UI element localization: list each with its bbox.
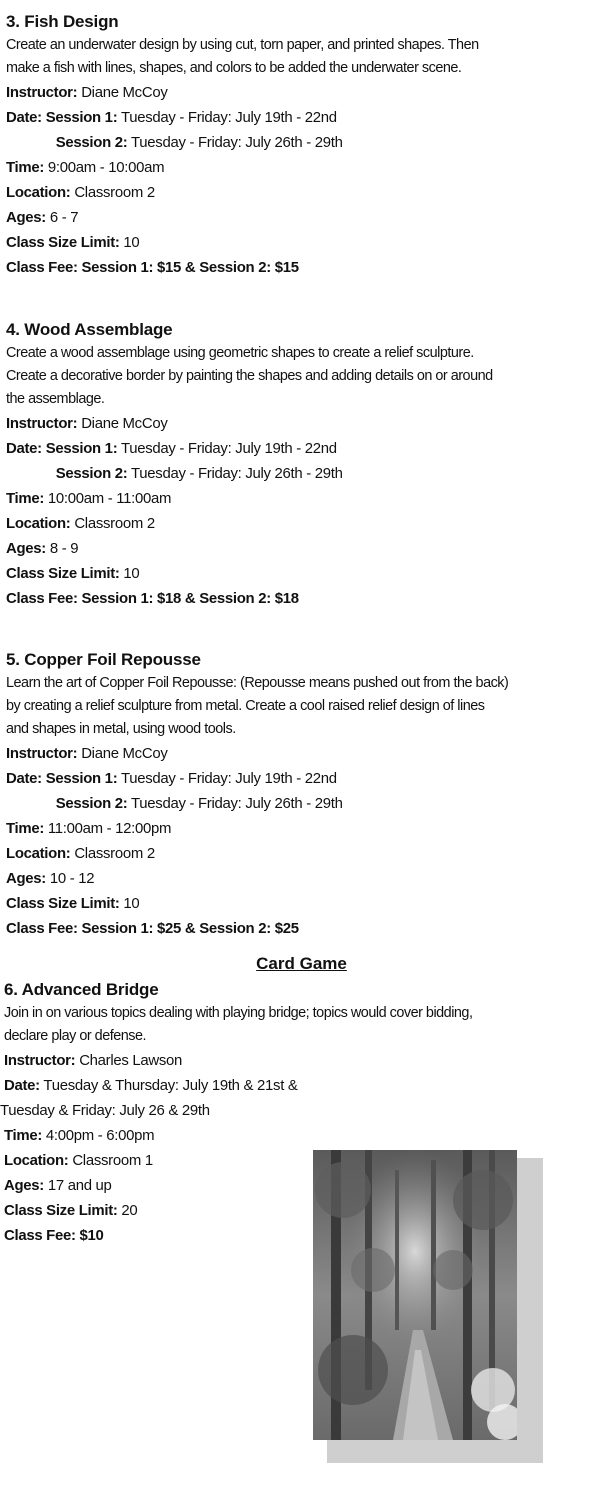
class-description-line: by creating a relief sculpture from metal. Create a cool raised relief design of lines bbox=[6, 698, 485, 714]
class-description-line: Join in on various topics dealing with playing bridge; topics would cover bidding, bbox=[4, 1005, 473, 1021]
session-2-row: Session 2: Tuesday - Friday: July 26th - 29th bbox=[55, 795, 343, 812]
session-2-row: Session 2: Tuesday - Friday: July 26th - 29th bbox=[55, 134, 343, 151]
class-copper-foil-repousse bbox=[6, 648, 601, 941]
location-row: Location: Classroom 2 bbox=[6, 515, 155, 532]
section-heading: Card Game bbox=[256, 954, 347, 973]
date-row: Date: Tuesday & Thursday: July 19th & 21st & bbox=[4, 1077, 298, 1094]
class-description-line: make a fish with lines, shapes, and colors to be added the underwater scene. bbox=[6, 60, 462, 76]
instructor-row: Instructor: Diane McCoy bbox=[6, 745, 168, 762]
class-description-line: Create a decorative border by painting the shapes and adding details on or around bbox=[6, 368, 493, 384]
forest-path-illustration bbox=[313, 1150, 517, 1440]
date-row-continued: Tuesday & Friday: July 26 & 29th bbox=[0, 1102, 210, 1119]
class-description-line: and shapes in metal, using wood tools. bbox=[6, 721, 236, 737]
location-row: Location: Classroom 2 bbox=[6, 184, 155, 201]
class-title: 5. Copper Foil Repousse bbox=[6, 650, 201, 669]
class-fish-design bbox=[6, 10, 601, 280]
session-2-row: Session 2: Tuesday - Friday: July 26th - 29th bbox=[55, 465, 343, 482]
forest-photo bbox=[313, 1150, 543, 1465]
class-size-row: Class Size Limit: 10 bbox=[6, 234, 140, 251]
class-fee-row: Class Fee: Session 1: $15 & Session 2: $15 bbox=[6, 259, 299, 276]
date-row: Date: Session 1: Tuesday - Friday: July 19th - 22nd bbox=[6, 770, 337, 787]
class-title: 6. Advanced Bridge bbox=[4, 980, 159, 999]
class-description-line: Create a wood assemblage using geometric shapes to create a relief sculpture. bbox=[6, 345, 474, 361]
location-row: Location: Classroom 1 bbox=[4, 1152, 153, 1169]
ages-row: Ages: 17 and up bbox=[4, 1177, 112, 1194]
ages-row: Ages: 10 - 12 bbox=[6, 870, 95, 887]
ages-row: Ages: 8 - 9 bbox=[6, 540, 79, 557]
time-row: Time: 10:00am - 11:00am bbox=[6, 490, 172, 507]
instructor-row: Instructor: Diane McCoy bbox=[6, 84, 168, 101]
class-title: 4. Wood Assemblage bbox=[6, 320, 173, 339]
instructor-row: Instructor: Charles Lawson bbox=[4, 1052, 183, 1069]
class-description-line: declare play or defense. bbox=[4, 1028, 147, 1044]
class-title: 3. Fish Design bbox=[6, 12, 119, 31]
class-size-row: Class Size Limit: 10 bbox=[6, 565, 140, 582]
class-fee-row: Class Fee: Session 1: $25 & Session 2: $25 bbox=[6, 920, 299, 937]
class-size-row: Class Size Limit: 20 bbox=[4, 1202, 138, 1219]
date-row: Date: Session 1: Tuesday - Friday: July 19th - 22nd bbox=[6, 109, 337, 126]
instructor-row: Instructor: Diane McCoy bbox=[6, 415, 168, 432]
class-description-line: Create an underwater design by using cut, torn paper, and printed shapes. Then bbox=[6, 37, 479, 53]
class-fee-row: Class Fee: Session 1: $18 & Session 2: $18 bbox=[6, 590, 299, 607]
class-description-line: the assemblage. bbox=[6, 391, 105, 407]
location-row: Location: Classroom 2 bbox=[6, 845, 155, 862]
ages-row: Ages: 6 - 7 bbox=[6, 209, 79, 226]
class-description-line: Learn the art of Copper Foil Repousse: (Repousse means pushed out from the back) bbox=[6, 675, 509, 691]
class-size-row: Class Size Limit: 10 bbox=[6, 895, 140, 912]
date-row: Date: Session 1: Tuesday - Friday: July 19th - 22nd bbox=[6, 440, 337, 457]
class-wood-assemblage bbox=[6, 318, 601, 611]
forest-path-image bbox=[313, 1150, 517, 1440]
time-row: Time: 4:00pm - 6:00pm bbox=[4, 1127, 155, 1144]
time-row: Time: 11:00am - 12:00pm bbox=[6, 820, 172, 837]
time-row: Time: 9:00am - 10:00am bbox=[6, 159, 165, 176]
class-fee-row: Class Fee: $10 bbox=[4, 1227, 104, 1244]
